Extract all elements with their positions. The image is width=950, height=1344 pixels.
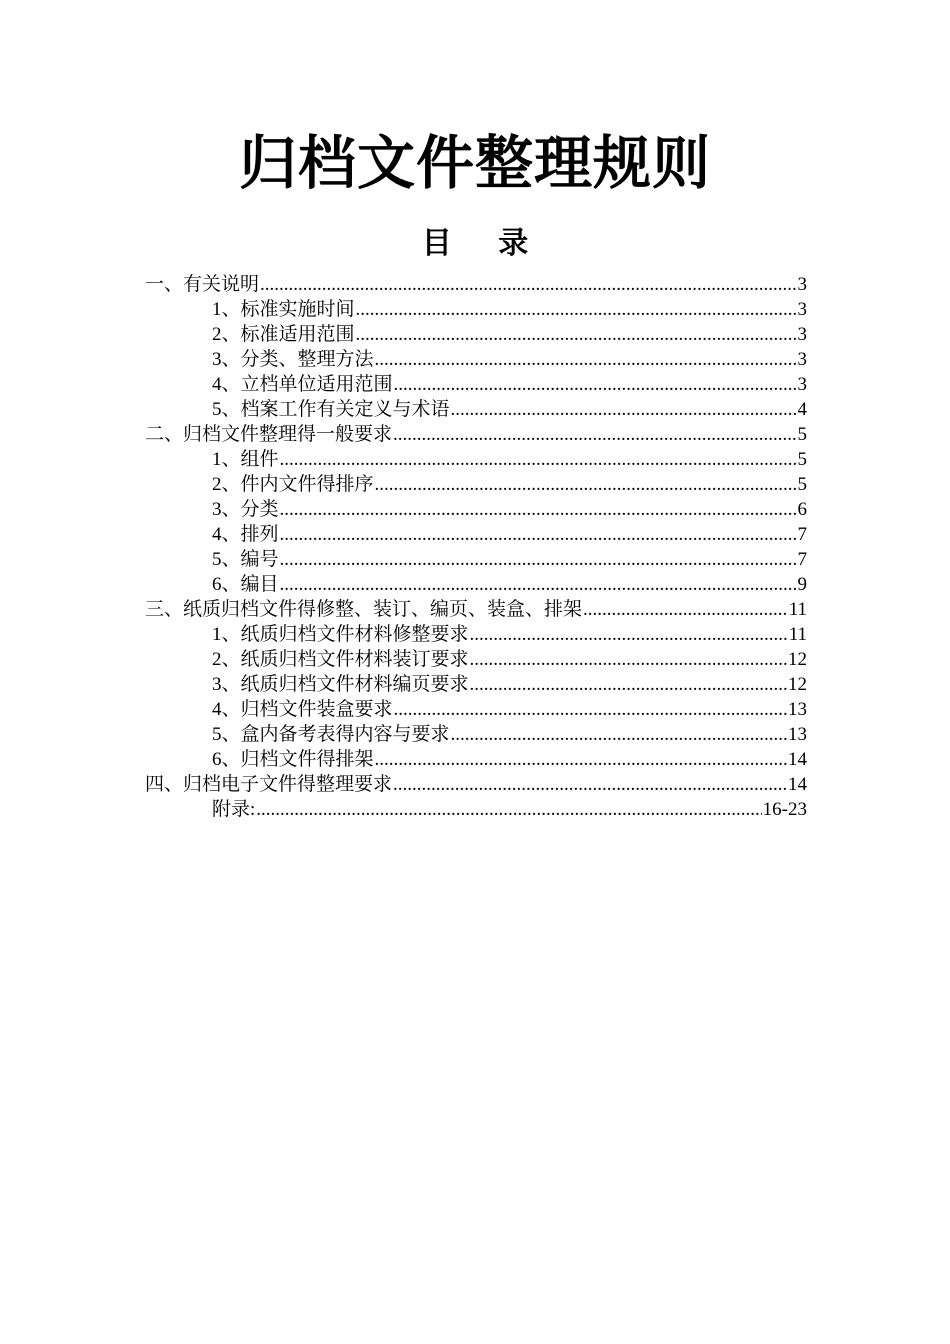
toc-entry[interactable]	[145, 647, 807, 672]
toc-dot-leader	[375, 747, 787, 772]
toc-entry[interactable]	[145, 372, 807, 397]
toc-page-number: 11	[788, 624, 807, 645]
toc-entry-title: 4、立档单位适用范围	[212, 374, 393, 395]
toc-entry-title: 二、归档文件整理得一般要求	[145, 424, 393, 445]
toc-dot-leader	[280, 572, 797, 597]
toc-page-number: 4	[797, 399, 807, 420]
toc-entry-title: 1、纸质归档文件材料修整要求	[212, 624, 469, 645]
toc-entry[interactable]	[145, 622, 807, 647]
toc-entry[interactable]	[145, 422, 807, 447]
toc-entry[interactable]	[145, 347, 807, 372]
toc-entry[interactable]	[145, 597, 807, 622]
toc-entry-title: 4、归档文件装盒要求	[212, 699, 393, 720]
toc-dot-leader	[280, 547, 797, 572]
toc-entry[interactable]	[145, 397, 807, 422]
toc-entry[interactable]	[145, 797, 807, 822]
toc-page-number: 3	[797, 299, 807, 320]
toc-entry-title: 5、盒内备考表得内容与要求	[212, 724, 450, 745]
toc-entry[interactable]	[145, 772, 807, 797]
toc-heading: 目 录	[421, 226, 547, 261]
toc-page-number: 5	[797, 424, 807, 445]
toc-dot-leader	[375, 472, 797, 497]
toc-page-number: 13	[788, 699, 807, 720]
toc-dot-leader	[394, 372, 797, 397]
toc-dot-leader	[451, 722, 787, 747]
toc-entry[interactable]	[145, 497, 807, 522]
toc-page-number: 14	[788, 774, 807, 795]
toc-page-number: 6	[797, 499, 807, 520]
toc-dot-leader	[393, 772, 787, 797]
toc-dot-leader	[280, 522, 797, 547]
toc-dot-leader	[356, 297, 797, 322]
toc-page-number: 7	[797, 549, 807, 570]
toc-page-number: 3	[797, 274, 807, 295]
toc-entry-title: 5、档案工作有关定义与术语	[212, 399, 450, 420]
toc-dot-leader	[470, 647, 787, 672]
toc-page-number: 3	[797, 324, 807, 345]
toc-dot-leader	[280, 497, 797, 522]
toc-entry-title: 1、组件	[212, 449, 279, 470]
toc-page-number: 16-23	[762, 799, 807, 820]
toc-entry-title: 6、编目	[212, 574, 279, 595]
toc-page-number: 11	[788, 599, 807, 620]
toc-dot-leader	[375, 347, 797, 372]
toc-entry[interactable]	[145, 472, 807, 497]
toc-entry[interactable]	[145, 697, 807, 722]
toc-dot-leader	[470, 622, 788, 647]
toc-entry[interactable]	[145, 672, 807, 697]
toc-entry-title: 3、纸质归档文件材料编页要求	[212, 674, 469, 695]
toc-dot-leader	[256, 797, 761, 822]
toc-page-number: 14	[788, 749, 807, 770]
toc-dot-leader	[356, 322, 797, 347]
toc-entry[interactable]	[145, 322, 807, 347]
toc-dot-leader	[451, 397, 797, 422]
toc-entry-title: 3、分类	[212, 499, 279, 520]
toc-entry-title: 5、编号	[212, 549, 279, 570]
toc-page-number: 12	[788, 649, 807, 670]
toc-page-number: 13	[788, 724, 807, 745]
toc-dot-leader	[260, 272, 796, 297]
toc-entry-title: 三、纸质归档文件得修整、装订、编页、装盒、排架	[145, 599, 583, 620]
toc-entry-title: 6、归档文件得排架	[212, 749, 374, 770]
toc-page-number: 12	[788, 674, 807, 695]
toc-entry-title: 附录:	[212, 799, 256, 820]
toc-entry[interactable]	[145, 447, 807, 472]
document-title: 归档文件整理规则	[238, 129, 711, 197]
toc-dot-leader	[394, 697, 787, 722]
toc-dot-leader	[583, 597, 788, 622]
toc-entry-title: 2、标准适用范围	[212, 324, 355, 345]
toc-page-number: 5	[797, 474, 807, 495]
toc-page-number: 9	[797, 574, 807, 595]
toc-page-number: 3	[797, 349, 807, 370]
toc-entry[interactable]	[145, 572, 807, 597]
toc-page-number: 5	[797, 449, 807, 470]
table-of-contents	[145, 272, 807, 822]
toc-entry-title: 四、归档电子文件得整理要求	[145, 774, 393, 795]
toc-dot-leader	[280, 447, 797, 472]
toc-entry-title: 2、纸质归档文件材料装订要求	[212, 649, 469, 670]
toc-entry[interactable]	[145, 272, 807, 297]
toc-entry[interactable]	[145, 297, 807, 322]
toc-entry-title: 一、有关说明	[145, 274, 260, 295]
toc-entry-title: 3、分类、整理方法	[212, 349, 374, 370]
toc-entry-title: 2、件内文件得排序	[212, 474, 374, 495]
toc-entry[interactable]	[145, 547, 807, 572]
toc-page-number: 3	[797, 374, 807, 395]
toc-entry[interactable]	[145, 747, 807, 772]
toc-page-number: 7	[797, 524, 807, 545]
toc-entry-title: 1、标准实施时间	[212, 299, 355, 320]
toc-entry[interactable]	[145, 522, 807, 547]
toc-entry-title: 4、排列	[212, 524, 279, 545]
toc-entry[interactable]	[145, 722, 807, 747]
toc-dot-leader	[470, 672, 787, 697]
toc-dot-leader	[393, 422, 796, 447]
